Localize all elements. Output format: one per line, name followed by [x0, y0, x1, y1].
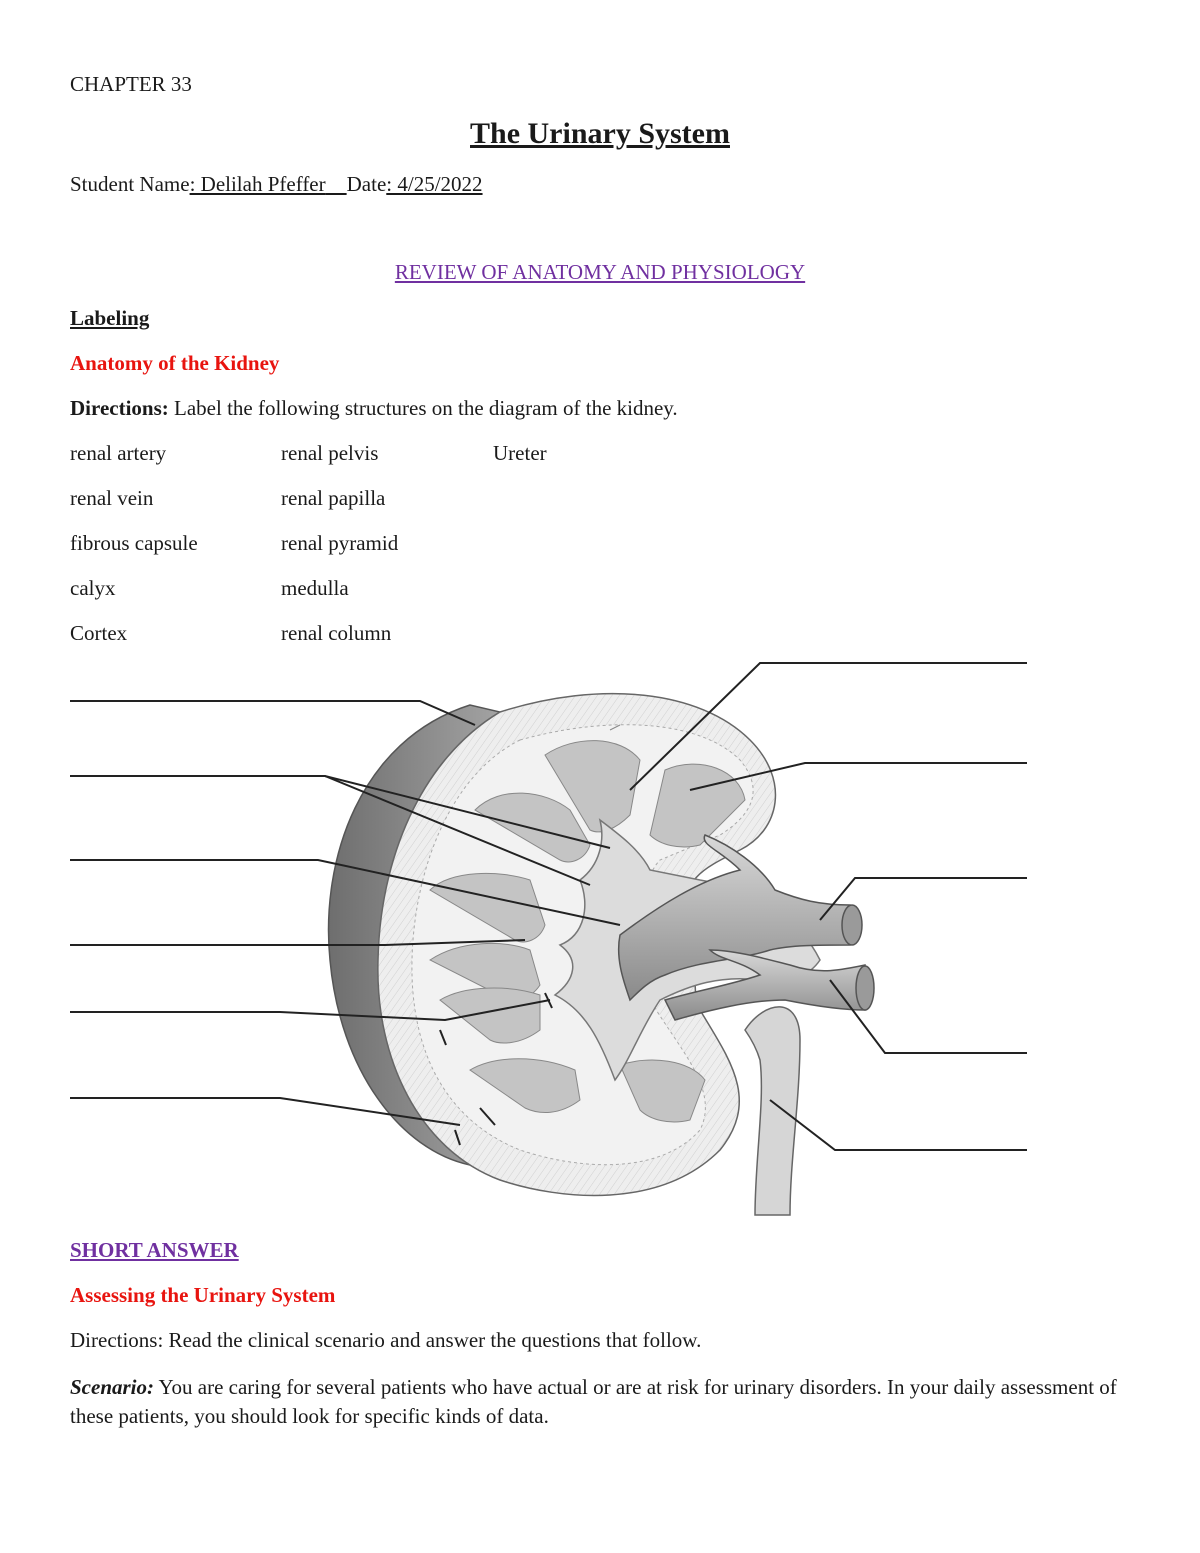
term-calyx: calyx [70, 576, 116, 600]
directions-text: Label the following structures on the diagram of the kidney. [168, 396, 678, 420]
page-title: The Urinary System [470, 117, 730, 150]
short-answer-heading: SHORT ANSWER [70, 1238, 239, 1262]
review-heading: REVIEW OF ANATOMY AND PHYSIOLOGY [394, 260, 806, 284]
term-renal-vein: renal vein [70, 486, 154, 510]
labeling-heading: Labeling [70, 306, 150, 330]
scenario-label: Scenario: [70, 1375, 154, 1399]
assessing-subheading: Assessing the Urinary System [70, 1283, 336, 1307]
directions-label: Directions: [70, 396, 169, 420]
student-info-line [70, 172, 483, 197]
term-medulla: medulla [281, 576, 349, 600]
student-name-label: Student Name [70, 172, 190, 196]
date-value: : 4/25/2022 [386, 172, 483, 196]
short-answer-directions: Directions: Read the clinical scenario and answer the questions that follow. [70, 1328, 702, 1352]
date-label: Date [346, 172, 387, 196]
term-ureter: Ureter [493, 441, 547, 465]
term-renal-artery: renal artery [70, 441, 167, 465]
term-renal-papilla: renal papilla [281, 486, 386, 510]
term-renal-pelvis: renal pelvis [281, 441, 379, 465]
term-renal-pyramid: renal pyramid [281, 531, 399, 555]
ureter [745, 1007, 800, 1215]
anatomy-subheading: Anatomy of the Kidney [70, 351, 280, 375]
scenario-text: You are caring for several patients who have actual or are at risk for urinary disorders. In your daily assessment of these patients, you should look for specific kinds of data. [70, 1375, 1117, 1428]
term-fibrous-capsule: fibrous capsule [70, 531, 198, 555]
student-name-value: : Delilah Pfeffer [189, 172, 326, 196]
term-cortex: Cortex [70, 621, 128, 645]
kidney-diagram [0, 650, 1200, 1230]
term-renal-column: renal column [281, 621, 392, 645]
chapter-number: CHAPTER 33 [70, 72, 192, 96]
labeling-directions [70, 396, 678, 421]
scenario-paragraph [70, 1373, 1130, 1431]
